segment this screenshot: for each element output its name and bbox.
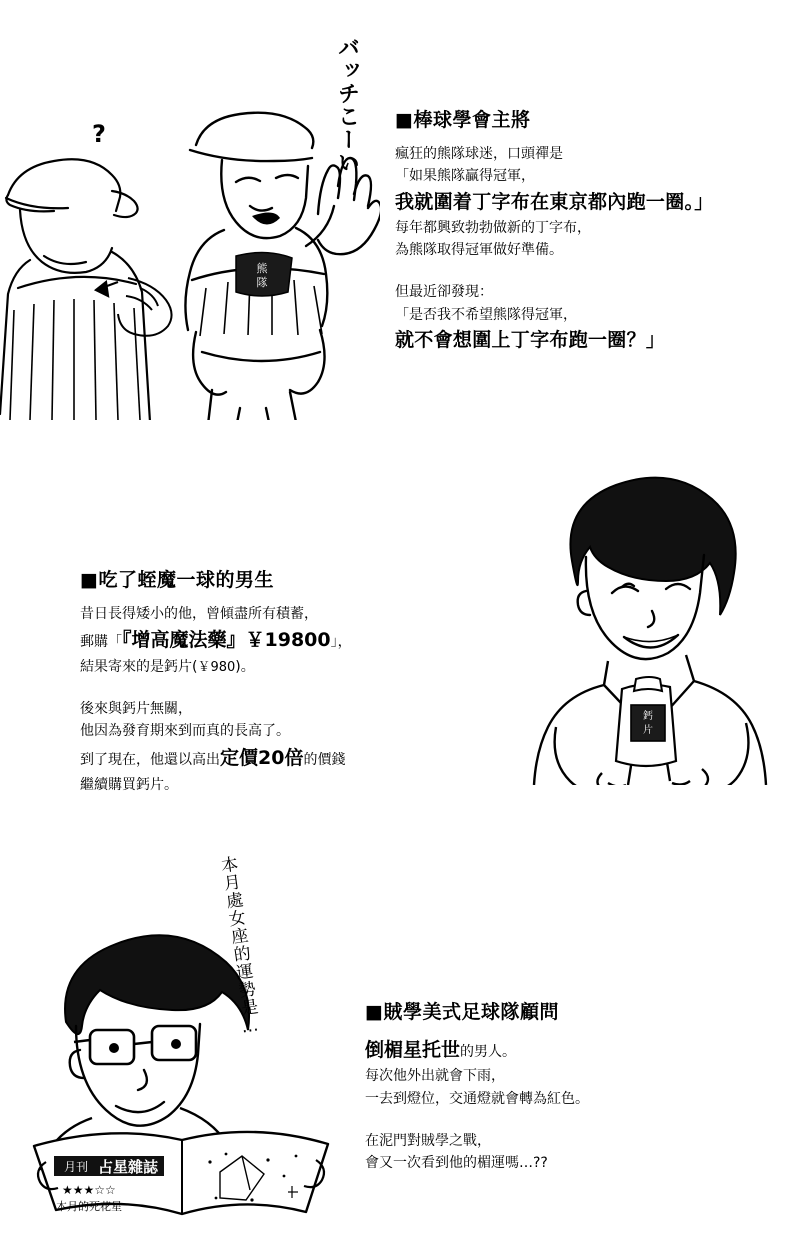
- section-astrology-text: [365, 1000, 785, 1175]
- baseball-line-2: 「如果熊隊贏得冠軍，: [395, 168, 535, 185]
- calcium-line-7-emphasis: 定價20倍: [220, 747, 304, 770]
- svg-text:片: 片: [643, 725, 653, 736]
- svg-text:鈣: 鈣: [643, 711, 653, 722]
- svg-text:占星雜誌: 占星雜誌: [98, 1158, 159, 1176]
- smiling-man-with-bottle-illustration: [500, 465, 790, 785]
- section-baseball-text: [395, 108, 795, 355]
- heading-calcium: ■吃了蛭魔一球的男生: [80, 569, 274, 591]
- baseball-line-3: 我就圍着丁字布在東京都內跑一圈。」: [395, 191, 714, 214]
- calcium-line-2-emphasis: 『增高魔法藥』￥19800: [122, 629, 331, 652]
- astrology-line-1-emphasis: 倒楣星托世: [365, 1038, 461, 1061]
- sound-effect-bachikoi: バッチこーい: [334, 36, 360, 174]
- calcium-line-7: [80, 743, 500, 774]
- svg-text:隊: 隊: [256, 276, 268, 289]
- astrology-line-2: 每次他外出就會下雨，: [365, 1068, 505, 1085]
- baseball-line-1: 瘋狂的熊隊球迷，口頭禪是: [395, 145, 563, 162]
- baseball-line-4: 每年都興致勃勃做新的丁字布，: [395, 219, 591, 236]
- calcium-line-5: 後來與鈣片無關，: [80, 700, 192, 717]
- astrology-line-6: 會又一次看到他的楣運嗎…??: [365, 1155, 548, 1172]
- baseball-line-8: 就不會想圍上丁字布跑一圈？」: [395, 329, 666, 352]
- astrology-spacer: [365, 1111, 785, 1130]
- calcium-line-3-c: )。: [235, 659, 255, 676]
- calcium-line-7-c: 的價錢: [303, 752, 346, 769]
- calcium-line-8: 繼續購買鈣片。: [80, 776, 178, 793]
- astrology-line-1-b: 的男人。: [460, 1043, 517, 1060]
- calcium-line-3: [80, 656, 500, 679]
- astrology-line-1: [365, 1035, 785, 1066]
- heading-astrology: ■賊學美式足球隊顧問: [365, 1001, 559, 1023]
- calcium-line-7-a: 到了現在，他還以高出: [80, 752, 220, 769]
- calcium-line-3-a: 結果寄來的是鈣片(: [80, 659, 198, 676]
- svg-text:月刊: 月刊: [64, 1160, 89, 1174]
- calcium-line-3-price: ￥980: [197, 660, 236, 676]
- calcium-line-2-c: 」，: [330, 634, 352, 651]
- baseball-spacer: [395, 262, 795, 281]
- baseball-players-illustration: [0, 20, 380, 420]
- baseball-line-6: 但最近卻發現：: [395, 283, 493, 300]
- calcium-line-2-a: 郵購「: [80, 634, 122, 651]
- calcium-line-1: 昔日長得矮小的他，曾傾盡所有積蓄，: [80, 605, 318, 622]
- vertical-caption-astrology: 本月處女座的運勢是…: [216, 854, 262, 1039]
- calcium-spacer: [80, 679, 500, 698]
- baseball-line-7: 「是否我不希望熊隊得冠軍，: [395, 306, 577, 323]
- baseball-line-5: 為熊隊取得冠軍做好準備。: [395, 242, 563, 259]
- calcium-line-2: [80, 625, 500, 656]
- astrology-line-3: 一去到燈位，交通燈就會轉為紅色。: [365, 1091, 589, 1108]
- svg-text:★★★☆☆: ★★★☆☆: [62, 1183, 116, 1197]
- man-reading-astrology-magazine-illustration: [20, 910, 360, 1220]
- section-calcium-text: [80, 568, 500, 797]
- svg-text:熊: 熊: [256, 262, 268, 275]
- astrology-line-5: 在泥門對賊學之戰，: [365, 1132, 491, 1149]
- svg-text:本月的死花星: 本月的死花星: [56, 1200, 122, 1213]
- calcium-line-6: 他因為發育期來到而真的長高了。: [80, 723, 290, 740]
- question-mark: ?: [92, 120, 106, 148]
- heading-baseball: ■棒球學會主將: [395, 109, 531, 131]
